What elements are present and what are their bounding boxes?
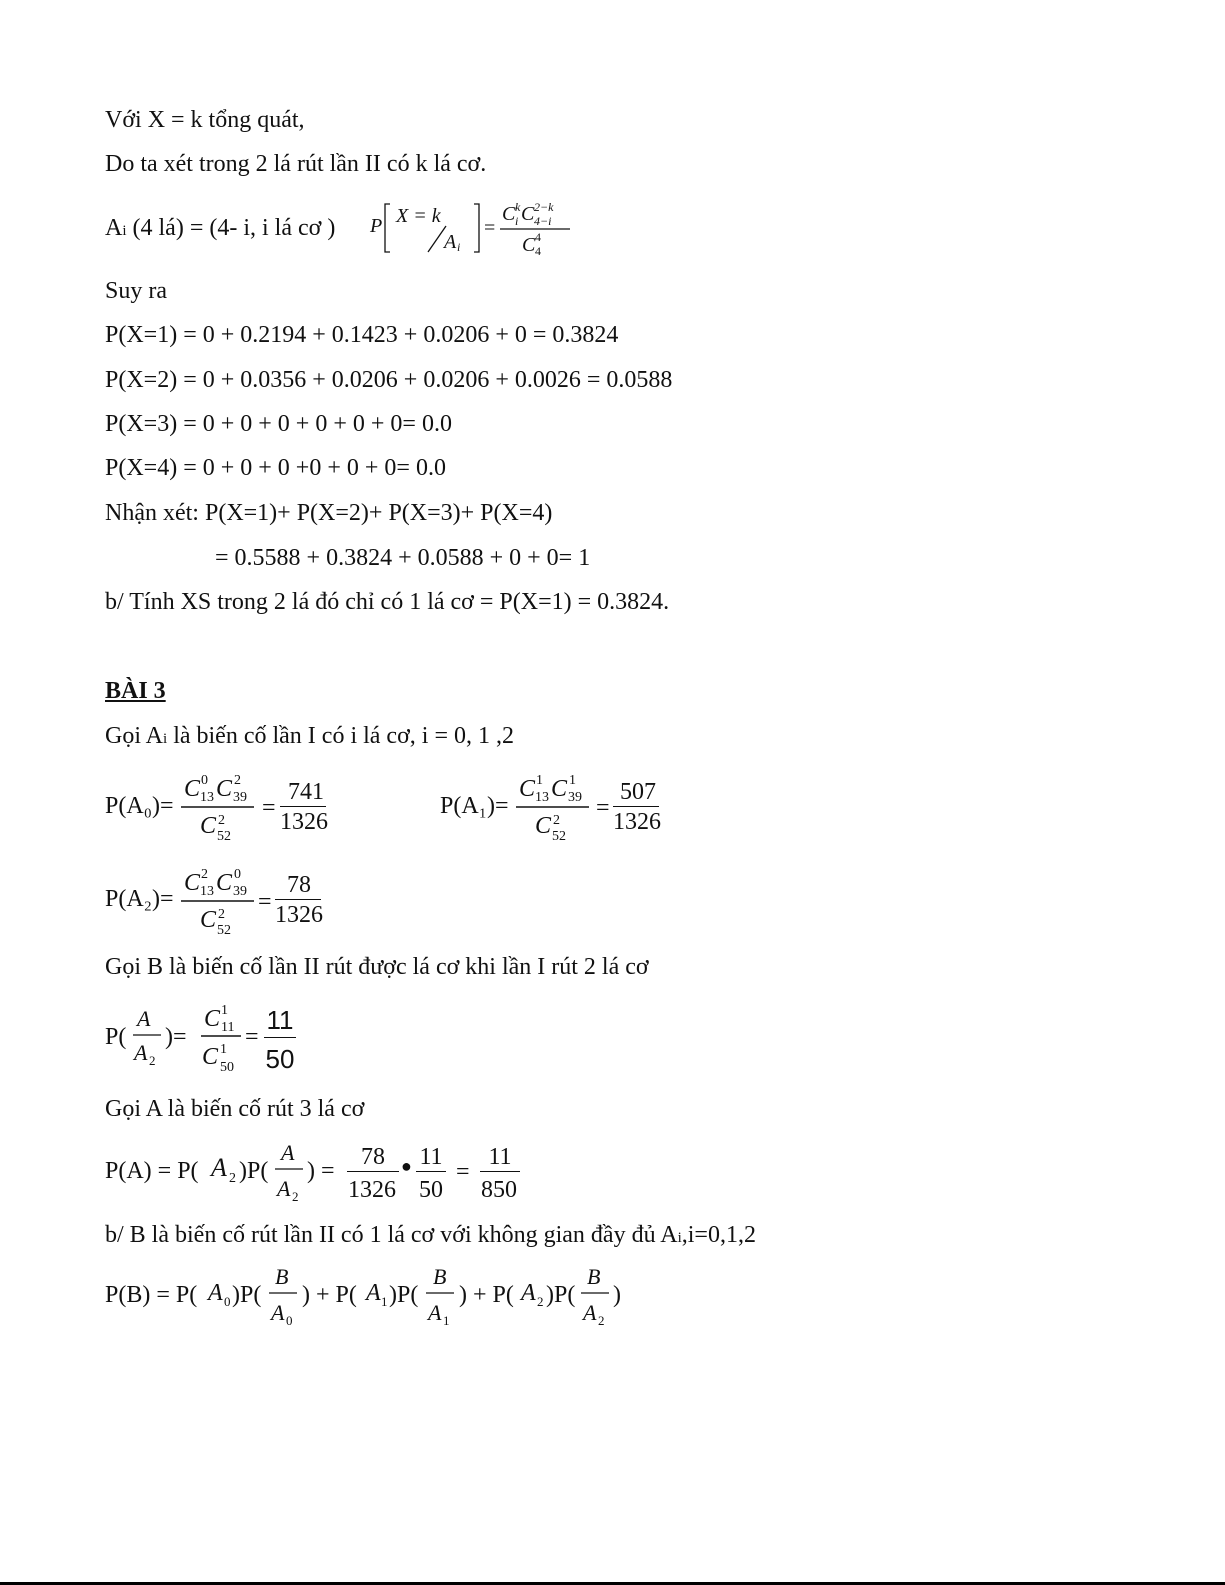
svg-text:C: C [204,1006,221,1032]
svg-text:P(: P( [105,1024,127,1050]
svg-text:k: k [515,200,521,214]
svg-text:B: B [275,1264,289,1289]
equals-sign: = [258,889,272,915]
svg-text:C: C [184,870,201,896]
ai-definition: Ai (4 lá) = (4- i, i lá cơ ) [105,215,336,241]
fraction-numerator: 11 [419,1144,443,1170]
svg-text:52: 52 [552,829,566,842]
svg-text:B: B [587,1264,601,1289]
svg-text:1: 1 [220,1042,227,1057]
section-heading: BÀI 3 [105,678,166,704]
svg-text:C: C [522,234,536,256]
fraction-bar [480,1171,520,1172]
svg-text:11: 11 [221,1020,235,1035]
svg-text:1: 1 [221,1003,228,1018]
equals-sign: = [262,795,276,821]
total-probability-formula [103,1262,643,1332]
equals-sign: = [456,1159,470,1185]
binomial-fraction [178,860,258,936]
svg-text:2: 2 [218,813,225,828]
svg-text:A: A [366,1280,381,1306]
svg-text:4−i: 4−i [534,214,552,228]
svg-text:C: C [200,907,217,933]
svg-text:0: 0 [224,1294,231,1309]
ai-event-definition: Gọi Ai là biến cố lần I có i lá cơ, i = 0, 1 ,2 [105,723,514,749]
formula-label: P(A₁)= [440,793,509,819]
fraction-denominator: 1326 [280,809,328,835]
svg-text:A: A [211,1153,227,1182]
fraction-denominator: 1326 [275,902,323,928]
svg-text:C: C [535,813,552,839]
fraction-bar [613,806,659,807]
svg-text:)=: )= [165,1024,187,1050]
svg-text:13: 13 [200,790,214,805]
svg-text:2: 2 [598,1313,605,1328]
fraction-numerator: 11 [488,1144,512,1170]
equals-sign: = [596,795,610,821]
svg-text:C: C [521,203,535,225]
svg-text:): ) [613,1282,621,1308]
svg-text:1: 1 [381,1294,388,1309]
text-line: b/ Tính XS trong 2 lá đó chỉ có 1 lá cơ = P(X=1) = 0.3824. [105,589,670,615]
fraction-numerator: 78 [361,1144,385,1170]
formula-label: P(A₂)= [105,886,174,912]
fraction-denominator: 50 [265,1044,295,1074]
svg-text:X = k: X = k [396,205,441,227]
text-line: Với X = k tổng quát, [105,107,305,133]
svg-text:2: 2 [149,1053,156,1068]
fraction-bar [416,1171,446,1172]
svg-text:) =: ) = [307,1158,335,1184]
multiply-dot: ● [401,1156,412,1176]
svg-text:1: 1 [443,1313,450,1328]
svg-text:C: C [216,776,233,802]
svg-text:C: C [551,776,568,802]
svg-text:2−k: 2−k [534,200,554,214]
svg-text:0: 0 [286,1313,293,1328]
svg-text:39: 39 [233,884,247,899]
svg-text:2: 2 [201,867,208,882]
svg-text:P(B) = P(: P(B) = P( [105,1282,198,1308]
svg-text:)P(: )P( [546,1282,576,1308]
svg-text:C: C [502,203,516,225]
binomial-fraction [178,766,258,842]
svg-text:A: A [444,231,457,253]
text-line: Gọi B là biến cố lần II rút được lá cơ khi lần I rút 2 lá cơ [105,954,649,980]
svg-text:0: 0 [201,773,208,788]
svg-text:52: 52 [217,829,231,842]
svg-text:2: 2 [229,1171,236,1186]
svg-text:4: 4 [535,244,541,258]
svg-text:2: 2 [218,907,225,922]
text-line: P(X=2) = 0 + 0.0356 + 0.0206 + 0.0206 + 0.0026 = 0.0588 [105,367,673,393]
svg-text:A: A [521,1280,536,1306]
complete-space-definition: b/ B là biến cố rút lần II có 1 lá cơ với không gian đầy đủ Ai,i=0,1,2 [105,1222,756,1248]
svg-text:A: A [271,1300,285,1325]
svg-text:)P(: )P( [389,1282,419,1308]
fraction-numerator: 78 [287,872,311,898]
fraction-numerator: 741 [288,779,324,805]
text-line: Do ta xét trong 2 lá rút lần II có k lá cơ. [105,151,487,177]
svg-text:1: 1 [569,773,576,788]
svg-text:A: A [428,1300,442,1325]
svg-text:i: i [457,240,461,254]
fraction-denominator: 1326 [613,809,661,835]
svg-text:2: 2 [537,1294,544,1309]
svg-text:1: 1 [536,773,543,788]
conditional-probability-formula [368,196,578,258]
svg-text:C: C [519,776,536,802]
svg-text:A: A [208,1280,223,1306]
text-line: (4 lá) = (4- i, i lá cơ ) [132,215,336,241]
binomial-fraction [513,766,593,842]
text-line: P(X=3) = 0 + 0 + 0 + 0 + 0 + 0= 0.0 [105,411,452,437]
svg-text:A: A [137,1006,151,1031]
svg-text:A: A [583,1300,597,1325]
fraction-numerator: 11 [266,1005,294,1035]
svg-text:52: 52 [217,923,231,936]
fraction-bar [264,1037,296,1038]
svg-text:C: C [184,776,201,802]
svg-text:A: A [277,1176,291,1201]
fraction-denominator: 1326 [348,1177,396,1203]
svg-text:2: 2 [234,773,241,788]
svg-text:0: 0 [234,867,241,882]
formula-label: P(A₀)= [105,793,174,819]
svg-text:A: A [281,1140,295,1165]
svg-text:C: C [216,870,233,896]
svg-text:=: = [484,217,496,239]
fraction-bar [280,806,326,807]
svg-text:i: i [515,214,519,228]
svg-text:13: 13 [200,884,214,899]
svg-text:C: C [200,813,217,839]
svg-text:P(A) = P(: P(A) = P( [105,1158,199,1184]
fraction-bar [347,1171,399,1172]
svg-text:13: 13 [535,790,549,805]
fraction-numerator: 507 [620,779,656,805]
svg-text:2: 2 [292,1189,299,1204]
svg-text:4: 4 [535,230,541,244]
text-line: P(X=4) = 0 + 0 + 0 +0 + 0 + 0= 0.0 [105,455,446,481]
svg-text:) + P(: ) + P( [459,1282,514,1308]
text-line: Nhận xét: P(X=1)+ P(X=2)+ P(X=3)+ P(X=4) [105,500,553,526]
text-line: = 0.5588 + 0.3824 + 0.0588 + 0 + 0= 1 [215,545,591,571]
svg-text:=: = [245,1024,259,1050]
svg-text:39: 39 [233,790,247,805]
svg-text:) + P(: ) + P( [302,1282,357,1308]
svg-text:B: B [433,1264,447,1289]
svg-text:P: P [370,215,383,237]
svg-text:2: 2 [553,813,560,828]
svg-text:39: 39 [568,790,582,805]
fraction-denominator: 50 [419,1177,443,1203]
svg-text:C: C [202,1044,219,1070]
svg-text:50: 50 [220,1060,234,1075]
svg-text:)P(: )P( [232,1282,262,1308]
text-line: Suy ra [105,278,167,304]
svg-text:A: A [134,1040,148,1065]
text-line: P(X=1) = 0 + 0.2194 + 0.1423 + 0.0206 + 0 = 0.3824 [105,322,619,348]
fraction-denominator: 850 [481,1177,517,1203]
svg-text:)P(: )P( [239,1158,269,1184]
text-line: Gọi A là biến cố rút 3 lá cơ [105,1096,365,1122]
fraction-bar [275,899,321,900]
